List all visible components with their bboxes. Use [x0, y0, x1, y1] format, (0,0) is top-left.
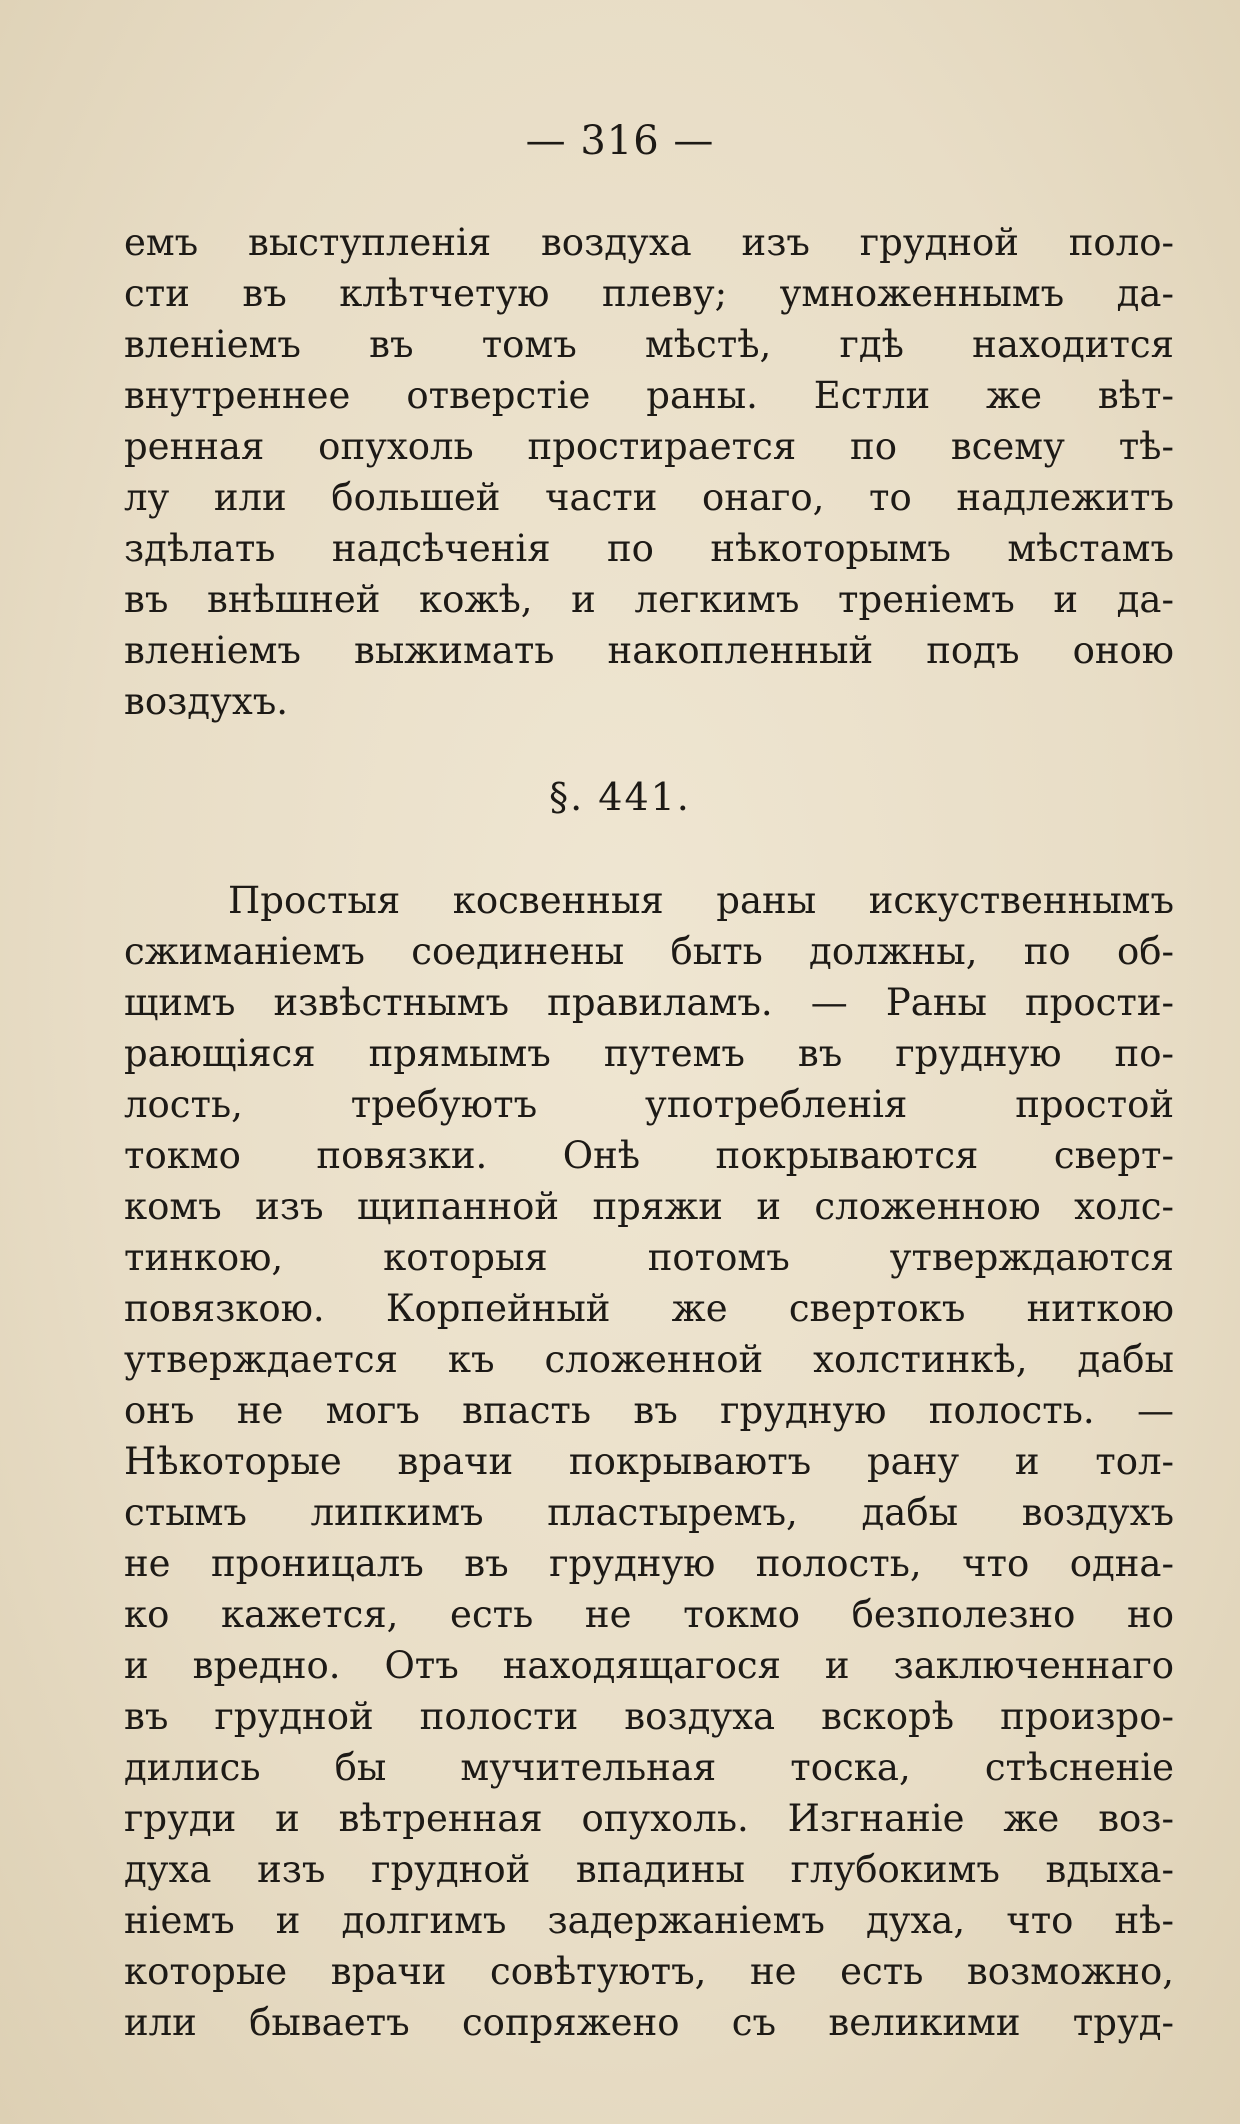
text-line: Простыя косвенныя раны искуственнымъ [228, 879, 1174, 922]
text-line: въ грудной полости воздуха вскорѣ произро- [124, 1695, 1174, 1738]
text-line: комъ изъ щипанной пряжи и сложенною холс- [124, 1185, 1174, 1228]
text-line: сжиманіемъ соединены быть должны, по об- [124, 930, 1174, 973]
text-line: сти въ клѣтчетую плеву; умноженнымъ да- [124, 272, 1174, 315]
text-line: или бываетъ сопряжено съ великими труд- [124, 2001, 1174, 2044]
text-line: щимъ извѣстнымъ правиламъ. — Раны прости- [124, 981, 1174, 1024]
paragraph-1 [124, 217, 1174, 727]
page-number: — 316 — [525, 118, 715, 164]
text-line: здѣлать надсѣченія по нѣкоторымъ мѣстамъ [124, 527, 1174, 570]
text-line: онъ не могъ впасть въ грудную полость. — [124, 1389, 1174, 1432]
text-line: воздухъ. [124, 680, 289, 723]
text-line: въ внѣшней кожѣ, и легкимъ треніемъ и да- [124, 578, 1174, 621]
text-line: не проницалъ въ грудную полость, что одна- [124, 1542, 1174, 1585]
text-line: емъ выступленія воздуха изъ грудной поло- [124, 221, 1174, 264]
text-line: ніемъ и долгимъ задержаніемъ духа, что нѣ- [124, 1899, 1174, 1942]
text-line: Нѣкоторые врачи покрываютъ рану и тол- [124, 1440, 1174, 1483]
text-line: утверждается къ сложенной холстинкѣ, дабы [124, 1338, 1174, 1381]
text-line: ренная опухоль простирается по всему тѣ- [124, 425, 1174, 468]
text-line: духа изъ грудной впадины глубокимъ вдыха- [124, 1848, 1174, 1891]
text-line: груди и вѣтренная опухоль. Изгнаніе же воз- [124, 1797, 1174, 1840]
text-line: тинкою, которыя потомъ утверждаются [124, 1236, 1174, 1279]
text-line: дились бы мучительная тоска, стѣсненіе [124, 1746, 1174, 1789]
text-line: ко кажется, есть не токмо безполезно но [124, 1593, 1174, 1636]
text-line: внутреннее отверстіе раны. Естли же вѣт- [124, 374, 1174, 417]
text-line: и вредно. Отъ находящагося и заключеннаго [124, 1644, 1174, 1687]
text-line: токмо повязки. Онѣ покрываются сверт- [124, 1134, 1174, 1177]
text-line: лу или большей части онаго, то надлежитъ [124, 476, 1174, 519]
text-line: вленіемъ въ томъ мѣстѣ, гдѣ находится [124, 323, 1174, 366]
section-heading: §. 441. [549, 775, 691, 819]
text-line: стымъ липкимъ пластыремъ, дабы воздухъ [124, 1491, 1174, 1534]
text-line: которые врачи совѣтуютъ, не есть возможно, [124, 1950, 1174, 1993]
text-line: вленіемъ выжимать накопленный подъ оною [124, 629, 1174, 672]
paragraph-2 [124, 875, 1174, 2048]
text-line: лость, требуютъ употребленія простой [124, 1083, 1174, 1126]
text-line: повязкою. Корпейный же свертокъ ниткою [124, 1287, 1174, 1330]
text-line: рающіяся прямымъ путемъ въ грудную по- [124, 1032, 1174, 1075]
